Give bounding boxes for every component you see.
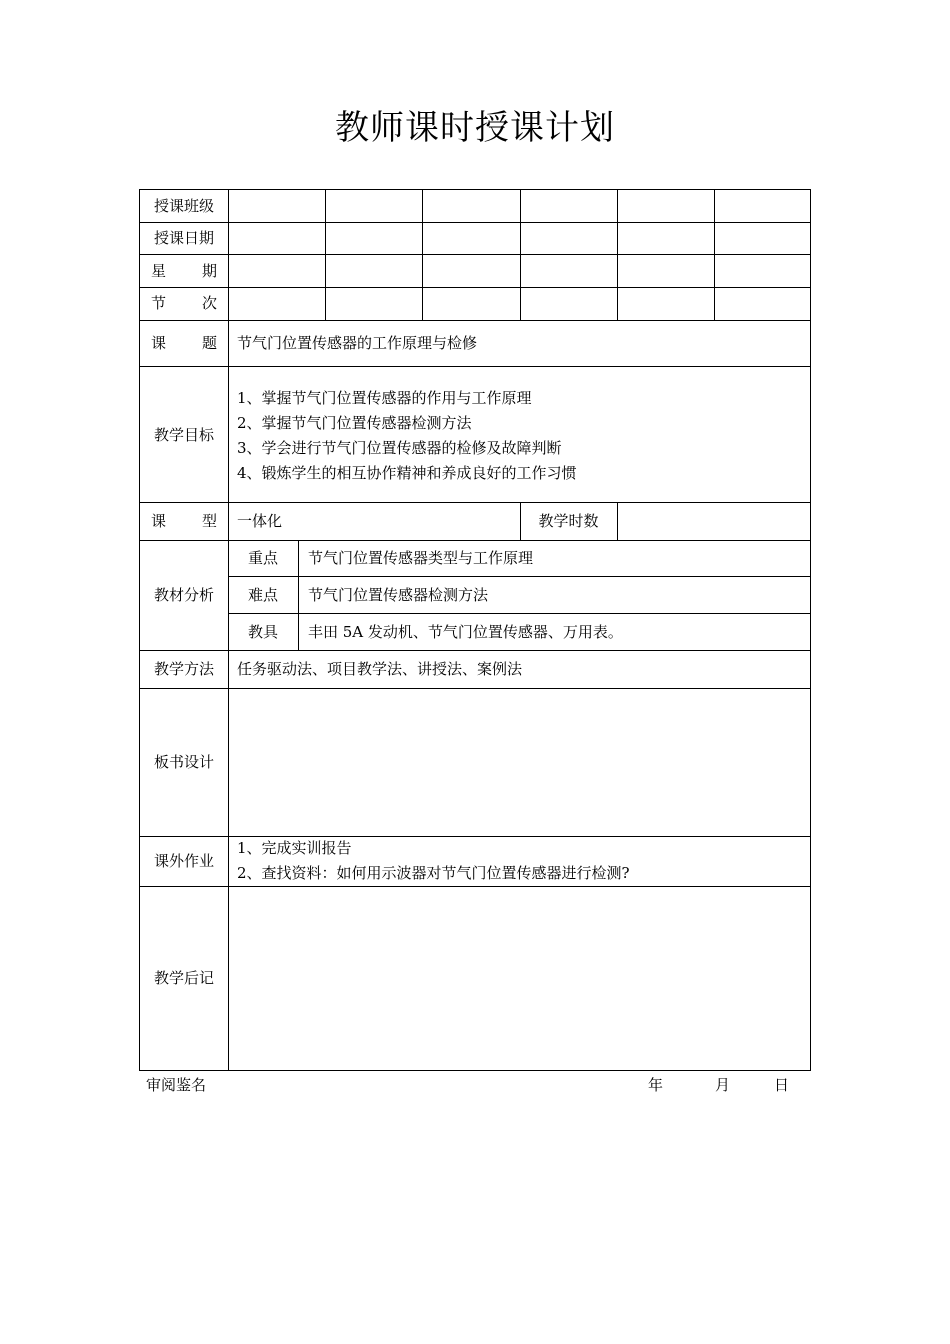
key-point-label: 重点	[247, 549, 278, 567]
objectives-label: 教学目标	[153, 426, 214, 444]
column-line	[617, 190, 618, 320]
homework-item: 2、查找资料：如何用示波器对节气门位置传感器进行检测?	[237, 864, 630, 882]
lesson-type-label-char: 课	[151, 512, 167, 530]
row-line	[140, 540, 811, 541]
weekday-label	[140, 259, 228, 284]
lesson-type-value: 一体化	[237, 512, 283, 530]
column-line	[325, 190, 326, 320]
row-line	[140, 688, 811, 689]
topic-label	[140, 331, 228, 356]
key-point-value: 节气门位置传感器类型与工作原理	[308, 549, 534, 567]
weekday-label-char: 期	[201, 262, 217, 280]
difficult-point-value: 节气门位置传感器检测方法	[308, 586, 489, 604]
column-line	[520, 190, 521, 320]
class-label: 授课班级	[153, 197, 214, 215]
column-line	[617, 502, 618, 540]
page-title: 教师课时授课计划	[335, 108, 615, 148]
lesson-type-label-char: 型	[201, 512, 217, 530]
topic-value: 节气门位置传感器的工作原理与检修	[237, 334, 478, 352]
row-line	[228, 613, 811, 614]
row-line	[140, 222, 811, 223]
topic-label-char: 课	[151, 334, 167, 352]
date-label: 授课日期	[153, 229, 214, 247]
row-line	[140, 366, 811, 367]
teaching-notes-label: 教学后记	[153, 969, 214, 987]
column-line	[714, 190, 715, 320]
objective-item: 4、锻炼学生的相互协作精神和养成良好的工作习惯	[237, 464, 577, 482]
method-label: 教学方法	[153, 660, 214, 678]
row-line	[140, 287, 811, 288]
row-line	[140, 320, 811, 321]
lesson-type-label	[140, 509, 228, 534]
lesson-plan-table	[139, 189, 811, 1071]
row-line	[140, 886, 811, 887]
date-month-label: 月	[715, 1076, 731, 1094]
row-line	[140, 502, 811, 503]
teaching-tools-value: 丰田 5A 发动机、节气门位置传感器、万用表。	[308, 623, 623, 641]
column-line	[422, 190, 423, 320]
date-day-label: 日	[774, 1076, 790, 1094]
objective-item: 2、掌握节气门位置传感器检测方法	[237, 414, 472, 432]
row-line	[140, 254, 811, 255]
teaching-tools-label: 教具	[247, 623, 278, 641]
difficult-point-label: 难点	[247, 586, 278, 604]
objective-item: 3、学会进行节气门位置传感器的检修及故障判断	[237, 439, 562, 457]
weekday-label-char: 星	[151, 262, 167, 280]
period-label-char: 次	[201, 294, 217, 312]
objective-item: 1、掌握节气门位置传感器的作用与工作原理	[237, 389, 532, 407]
row-line	[140, 650, 811, 651]
hours-label: 教学时数	[538, 512, 599, 530]
date-year-label: 年	[648, 1076, 664, 1094]
board-design-label: 板书设计	[153, 753, 214, 771]
review-signature-label: 审阅鉴名	[146, 1076, 207, 1094]
material-label: 教材分析	[153, 586, 214, 604]
row-line	[228, 576, 811, 577]
period-label-char: 节	[151, 294, 167, 312]
homework-label: 课外作业	[153, 852, 214, 870]
column-line	[298, 540, 299, 650]
method-value: 任务驱动法、项目教学法、讲授法、案例法	[237, 660, 523, 678]
homework-item: 1、完成实训报告	[237, 839, 352, 857]
period-label	[140, 291, 228, 316]
topic-label-char: 题	[201, 334, 217, 352]
